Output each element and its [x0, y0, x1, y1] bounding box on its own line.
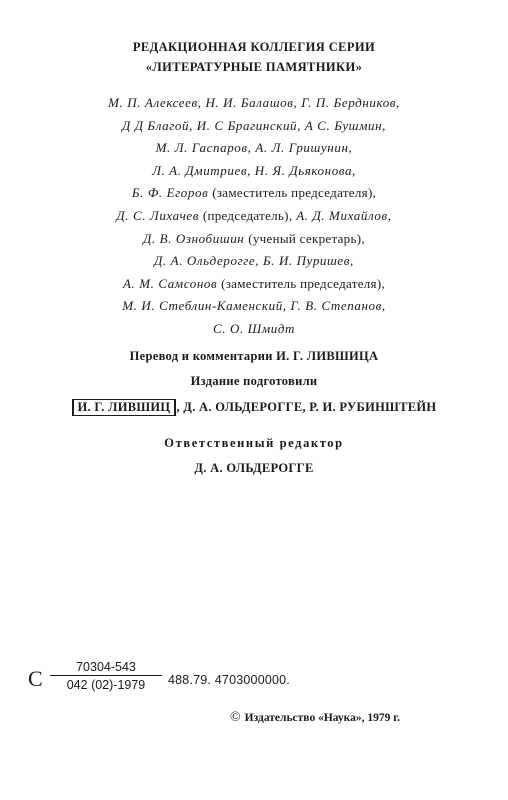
board-member-names: С. О. Шмидт: [213, 321, 295, 336]
board-member-line: [0, 231, 508, 247]
bbk-index: [28, 656, 328, 702]
bbk-denominator: 042 (02)-1979: [66, 678, 146, 692]
board-member-line: [0, 253, 508, 269]
board-member-role: (заместитель председателя),: [212, 185, 377, 201]
board-member-line: [0, 321, 508, 337]
board-member-line: [0, 208, 508, 224]
board-member-names: Д Д Благой, И. С Брагинский, А С. Бушмин,: [121, 117, 386, 133]
board-member-line: [0, 163, 508, 179]
editors-line: [0, 399, 508, 416]
board-member-names: Б. Ф. Егоров: [131, 185, 209, 201]
board-member-line: [0, 118, 508, 134]
copyright-text: Издательство «Наука», 1979 г.: [244, 712, 401, 724]
board-member-names: Д. В. Ознобишин: [143, 230, 245, 246]
bbk-numerator: 70304-543: [50, 660, 162, 676]
memorial-name: И. Г. ЛИВШИЦ: [77, 400, 171, 414]
board-member-names: А. М. Самсонов: [122, 275, 218, 291]
board-member-names: Д. А. Ольдерогге, Б. И. Пуришев,: [154, 253, 354, 269]
board-member-names: Л. А. Дмитриев, Н. Я. Дьяконова,: [152, 162, 356, 178]
board-member-role: (председатель),: [202, 208, 293, 223]
copyright-line: [230, 710, 400, 726]
copyright-symbol: ©: [230, 710, 241, 725]
editorial-board-title: РЕДАКЦИОННАЯ КОЛЛЕГИЯ СЕРИИ: [132, 40, 376, 54]
series-title: «ЛИТЕРАТУРНЫЕ ПАМЯТНИКИ»: [145, 60, 363, 74]
prepared-by-label: Издание подготовили: [190, 374, 318, 388]
bbk-fraction: [50, 660, 162, 692]
board-member-line: [0, 140, 508, 156]
board-member-names: Д. С. Лихачев: [116, 208, 199, 223]
responsible-editor-name: Д. А. ОЛЬДЕРОГГЕ: [194, 461, 314, 475]
responsible-editor-label: Ответственный редактор: [164, 436, 344, 450]
board-member-role: (заместитель председателя),: [221, 275, 386, 291]
board-member-names: М. П. Алексеев, Н. И. Балашов, Г. П. Бердников,: [108, 95, 400, 110]
board-member-line: [0, 95, 508, 111]
board-member-line: [0, 185, 508, 201]
board-member-line: [0, 276, 508, 292]
board-member-names: М. Л. Гаспаров, А. Л. Гришунин,: [155, 140, 353, 156]
bbk-code: 488.79. 4703000000.: [168, 673, 290, 687]
board-member-names: А. Д. Михайлов,: [296, 208, 392, 223]
board-member-line: [0, 298, 508, 314]
translation-credit: Перевод и комментарии И. Г. ЛИВШИЦА: [129, 349, 379, 363]
board-member-role: (ученый секретарь),: [248, 230, 365, 246]
board-member-names: М. И. Стеблин-Каменский, Г. В. Степанов,: [122, 298, 386, 314]
bbk-letter: С: [28, 666, 43, 691]
memorial-frame: [72, 399, 177, 416]
coeditors-names: , Д. А. ОЛЬДЕРОГГЕ, Р. И. РУБИНШТЕЙН: [176, 400, 437, 414]
